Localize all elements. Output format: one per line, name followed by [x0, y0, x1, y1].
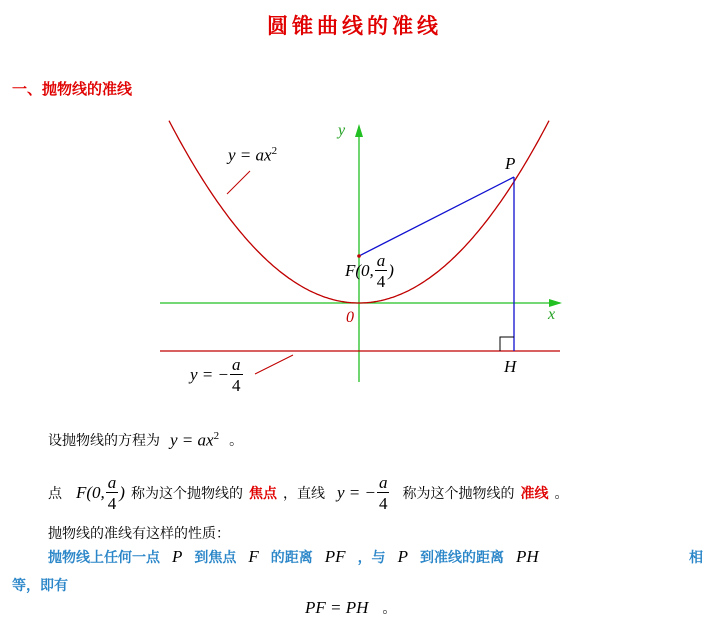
focus-label: F(0, $\frac{a}{4}$ ) — [345, 251, 394, 291]
paragraph-property-intro: 抛物线的准线有这样的性质： — [48, 526, 230, 542]
focus-term: 焦点 — [248, 486, 277, 502]
point-h-label: H — [504, 357, 517, 376]
directrix-label-leader — [255, 355, 293, 374]
x-axis-label: x — [548, 306, 556, 323]
y-axis-arrow — [355, 124, 363, 137]
property-statement: 抛物线上任何一点 P 到焦点 F 的距离 PF ，与 P 到准线的距离 PH 相 — [48, 547, 703, 566]
property-continuation: 等，即有 — [12, 578, 68, 594]
curve-label-leader — [227, 171, 250, 194]
paragraph-definition: 点 F(0, $\frac{a}{4}$ ) 称为这个抛物线的 焦点 ，直线 y = − $\frac{a}{4}$ 称为这个抛物线的 准线 。 — [48, 473, 569, 513]
page-title: 圆锥曲线的准线 — [267, 14, 442, 38]
segment-fp — [359, 177, 514, 256]
equation-pf-ph: PF = PH — [305, 598, 369, 617]
directrix-equation-label: y = − $\frac{a}{4}$ — [190, 355, 241, 395]
section-heading: 一、抛物线的准线 — [12, 80, 133, 98]
y-axis-label: y — [338, 122, 346, 139]
right-angle-mark — [500, 337, 514, 351]
curve-equation-label: $y = ax^2$ — [228, 145, 278, 165]
point-p-label: P — [505, 154, 516, 173]
origin-label: 0 — [346, 309, 354, 326]
directrix-term: 准线 — [520, 486, 549, 502]
equation-line: PF = PH 。 — [305, 598, 397, 617]
paragraph-equation: 设抛物线的方程为 $y = ax^2$ 。 — [48, 430, 244, 450]
